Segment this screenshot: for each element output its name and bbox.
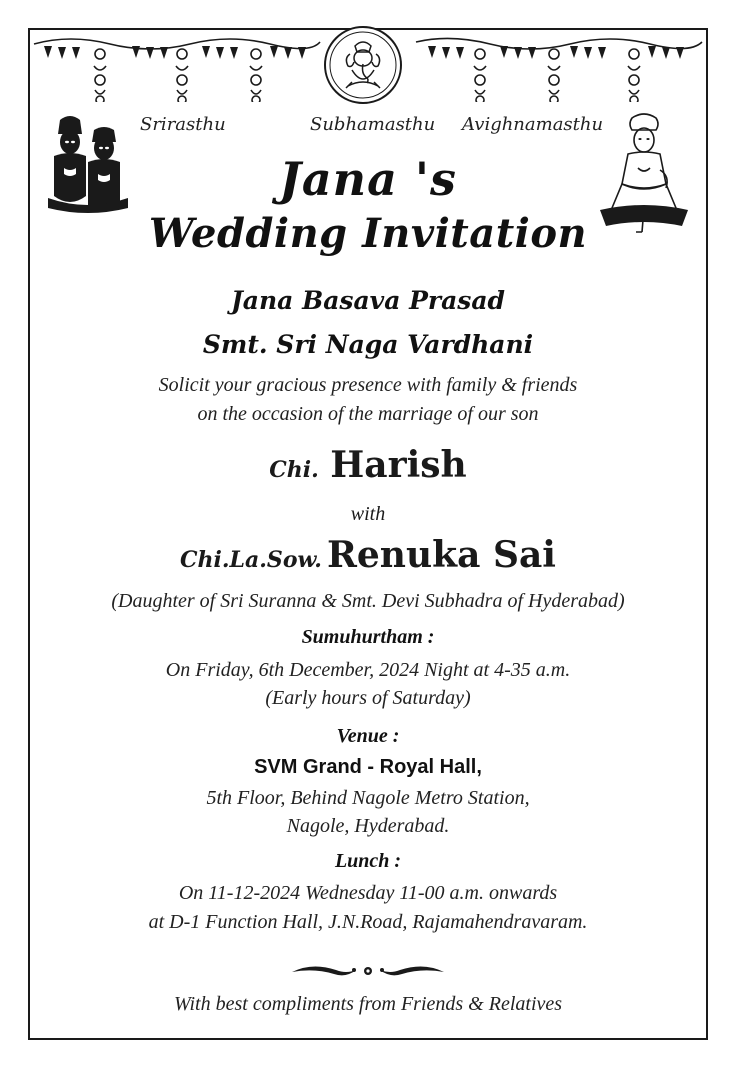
invite-line-1: Solicit your gracious presence with family & friends: [158, 374, 578, 396]
groom-prefix: Chi.: [269, 457, 319, 483]
mother-name: Smt. Sri Naga Vardhani: [202, 330, 534, 359]
blessing-srirasthu: Srirasthu: [140, 114, 226, 135]
title-line-2: Wedding Invitation: [148, 210, 588, 257]
blessing-avighnamasthu: Avighnamasthu: [462, 114, 604, 135]
lunch-heading: Lunch :: [334, 850, 402, 872]
ornamental-divider-icon: [288, 958, 448, 984]
bride-name: Renuka Sai: [326, 534, 556, 576]
bride-prefix: Chi.La.Sow.: [180, 547, 322, 573]
venue-line-2: Nagole, Hyderabad.: [286, 815, 450, 837]
groom-line: [40, 444, 696, 486]
bride-line: [40, 534, 696, 576]
lunch-line-1: On 11-12-2024 Wednesday 11-00 a.m. onwards: [178, 882, 558, 904]
lunch-line-2: at D-1 Function Hall, J.N.Road, Rajamahendravaram.: [148, 911, 588, 933]
blessing-subhamasthu: Subhamasthu: [310, 114, 436, 135]
ganesha-medallion-icon: [322, 24, 404, 106]
sumuhurtham-line-2: (Early hours of Saturday): [265, 687, 471, 709]
sumuhurtham-line-1: On Friday, 6th December, 2024 Night at 4-35 a.m.: [165, 659, 571, 681]
groom-name: Harish: [330, 444, 467, 486]
invite-line-2: on the occasion of the marriage of our son: [197, 403, 539, 425]
bride-parentage: (Daughter of Sri Suranna & Smt. Devi Subhadra of Hyderabad): [111, 590, 625, 612]
venue-heading: Venue :: [336, 725, 400, 747]
venue-name: SVM Grand - Royal Hall,: [254, 756, 482, 778]
father-name: Jana Basava Prasad: [230, 286, 506, 315]
sumuhurtham-heading: Sumuhurtham :: [301, 626, 435, 648]
with-text: with: [350, 503, 386, 525]
title-line-1: Jana 's: [279, 152, 457, 206]
venue-line-1: 5th Floor, Behind Nagole Metro Station,: [206, 787, 530, 809]
compliments-line: With best compliments from Friends & Relatives: [173, 993, 563, 1015]
